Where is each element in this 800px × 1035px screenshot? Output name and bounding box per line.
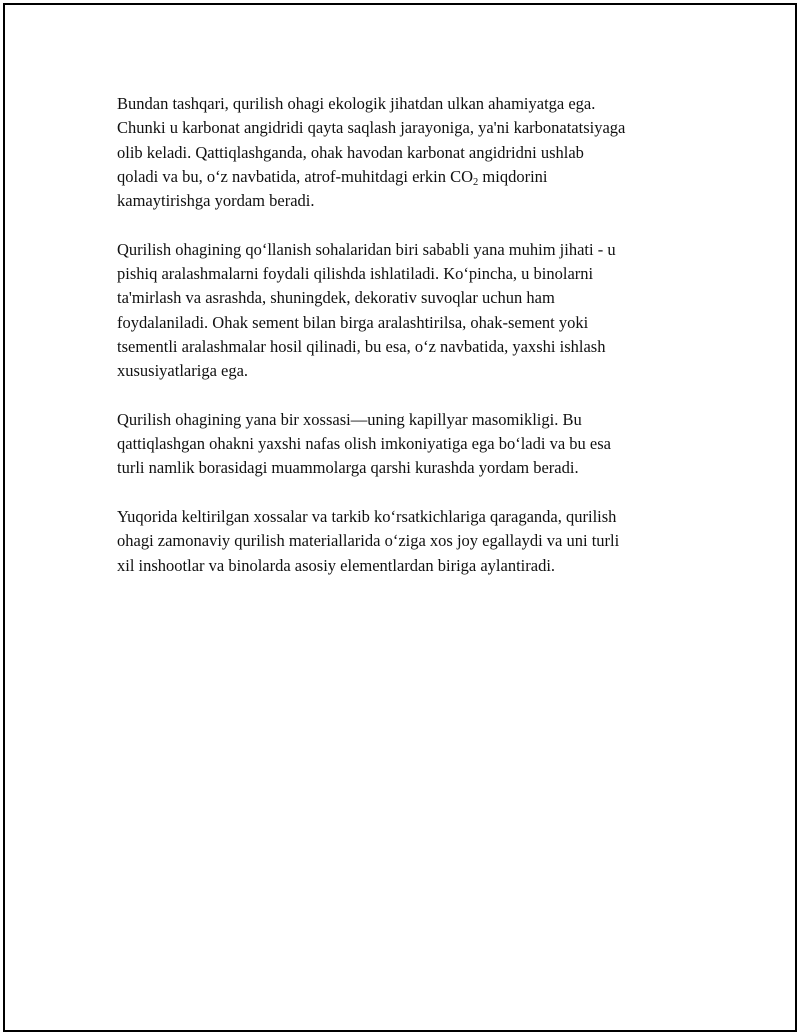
text-line-co2: [117, 165, 697, 189]
text-line: olib keladi. Qattiqlashganda, ohak havodan karbonat angidridni ushlab: [117, 142, 584, 162]
co2-text-after: miqdorini: [478, 166, 548, 186]
text-line: xil inshootlar va binolarda asosiy elementlardan biriga aylantiradi.: [117, 555, 556, 575]
text-line: pishiq aralashmalarni foydali qilishda ishlatiladi. Ko‘pincha, u binolarni: [117, 264, 594, 284]
co2-subscript: 2: [473, 176, 479, 188]
paragraph-ecology: [117, 92, 697, 213]
text-line: turli namlik borasidagi muammolarga qarshi kurashda yordam beradi.: [117, 458, 579, 478]
text-line: qattiqlashgan ohakni yaxshi nafas olish imkoniyatiga ega bo‘ladi va bu esa: [117, 434, 611, 454]
paragraph-applications: [117, 238, 697, 384]
text-line: Qurilish ohagining yana bir xossasi—uning kapillyar masomikligi. Bu: [117, 409, 582, 429]
text-line: foydalaniladi. Ohak sement bilan birga aralashtirilsa, ohak-sement yoki: [117, 312, 589, 332]
text-line: kamaytirishga yordam beradi.: [117, 191, 315, 211]
text-line: tsementli aralashmalar hosil qilinadi, bu esa, o‘z navbatida, yaxshi ishlash: [117, 336, 606, 356]
document-body: [117, 92, 697, 602]
text-line: xususiyatlariga ega.: [117, 361, 249, 381]
text-line: Yuqorida keltirilgan xossalar va tarkib ko‘rsatkichlariga qaraganda, qurilish: [117, 507, 617, 527]
co2-text-before: qoladi va bu, o‘z navbatida, atrof-muhitdagi erkin CO: [117, 166, 474, 186]
text-line: ohagi zamonaviy qurilish materiallarida o‘ziga xos joy egallaydi va uni turli: [117, 531, 620, 551]
text-line: Qurilish ohagining qo‘llanish sohalaridan biri sababli yana muhim jihati - u: [117, 239, 616, 259]
text-line: ta'mirlash va asrashda, shuningdek, dekorativ suvoqlar uchun ham: [117, 288, 555, 308]
text-line: Chunki u karbonat angidridi qayta saqlash jarayoniga, ya'ni karbonatatsiyaga: [117, 118, 626, 138]
paragraph-capillary: [117, 408, 697, 481]
paragraph-conclusion: [117, 505, 697, 578]
text-line: Bundan tashqari, qurilish ohagi ekologik jihatdan ulkan ahamiyatga ega.: [117, 94, 596, 113]
